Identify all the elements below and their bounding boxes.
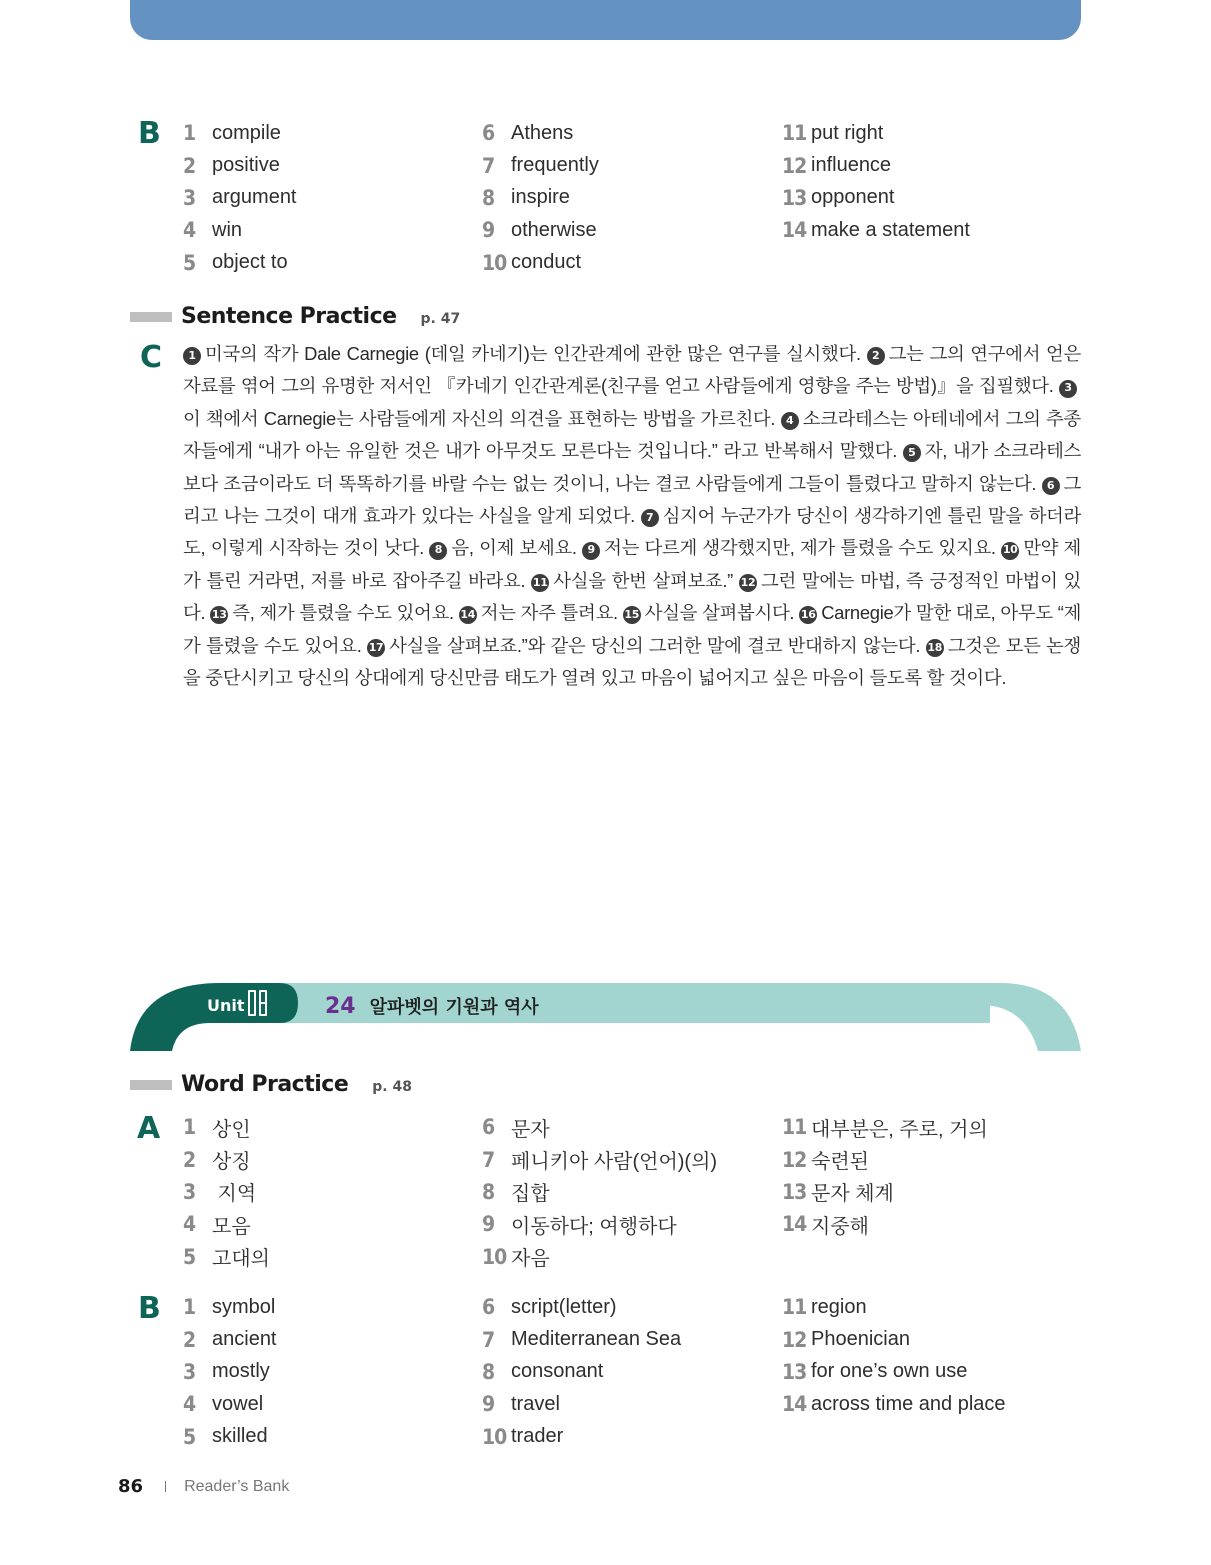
item-word: region [811,1295,867,1318]
lesson-title-text: 알파벳의 기원과 역사 [369,997,539,1018]
item-number: 6 [482,1295,495,1320]
item-number: 2 [183,1147,196,1172]
item-number: 5 [183,1424,196,1449]
sentence-number-badge: 10 [1001,542,1019,560]
sentence-text: 미국의 작가 Dale Carnegie (데일 카네기)는 인간관계에 관한 많은 연구를 실시했다. [205,343,861,364]
list-item [183,1143,270,1175]
list-item [183,117,297,149]
item-word: travel [511,1392,560,1415]
sentence-text: 소크라테스는 아테네에서 그의 추종자들에게 “내가 아는 유일한 것은 내가 아무것도 모른다는 것입니다.” 라고 반복해서 말했다. [183,407,1081,462]
list-item [183,1241,270,1273]
item-number: 3 [183,185,196,210]
list-item [782,149,970,181]
item-word: Mediterranean Sea [511,1328,682,1351]
list-item [183,1291,277,1323]
item-number: 6 [482,1115,495,1140]
list-item [183,1111,270,1143]
item-number: 8 [482,185,495,210]
list-item [183,1421,277,1453]
item-word: positive [212,154,280,177]
list-item [482,214,599,246]
sentence-number-badge: 2 [867,347,885,365]
sentence-text: 이 책에서 Carnegie는 사람들에게 자신의 의견을 표현하는 방법을 가르친다. [183,407,776,429]
heading-page-ref: p. 48 [372,1079,412,1095]
word-list-b1-col2 [482,117,599,279]
item-word: put right [811,121,884,144]
list-item [782,214,970,246]
sentence-number-badge: 11 [531,574,549,592]
item-number: 2 [183,1327,196,1352]
sentence-text: 즉, 제가 틀렸을 수도 있어요. [232,602,454,624]
item-word: skilled [212,1425,268,1448]
item-number: 12 [782,153,807,178]
list-item [482,1143,717,1175]
item-word: 상징 [212,1151,251,1174]
page-footer [118,1476,289,1497]
item-word: win [212,218,243,241]
item-word: symbol [212,1295,276,1318]
item-number: 6 [482,121,495,146]
item-word: 대부분은, 주로, 거의 [811,1118,988,1141]
list-item [482,117,599,149]
list-item [782,1323,1006,1355]
word-list-a-col1 [183,1111,270,1273]
sentence-text: 자, 내가 소크라테스보다 조금이라도 더 똑똑하기를 바랄 수는 없는 것이니, 나는 결코 사람들에게 그들이 틀렸다고 말하지 않는다. [183,440,1081,494]
section-letter-c: C [140,340,163,375]
list-item [183,1356,277,1388]
item-number: 2 [183,153,196,178]
word-list-b2-col1 [183,1291,277,1453]
word-list-a-col3 [782,1111,988,1241]
item-number: 4 [183,218,196,243]
word-list-a-col2 [482,1111,717,1273]
list-item [183,1208,270,1240]
sentence-text: 심지어 누군가가 당신이 생각하기엔 틀린 말을 하더라도, 이렇게 시작하는 것이 낫다. [183,505,1081,559]
item-number: 3 [183,1179,196,1204]
list-item [782,1291,1006,1323]
item-word: 고대의 [212,1248,270,1271]
sentence-number-badge: 4 [781,412,799,430]
item-number: 4 [183,1212,196,1237]
item-number: 5 [183,1244,196,1269]
sentence-text: 그것은 모든 논쟁을 중단시키고 당신의 상대에게 당신만큼 태도가 열려 있고 마음이 넓어지고 싶은 마음이 들도록 할 것이다. [183,634,1081,689]
item-word: for one’s own use [811,1360,968,1383]
list-item [782,1143,988,1175]
item-number: 11 [782,121,807,146]
sentence-translations [183,338,1081,694]
item-number: 3 [183,1359,196,1384]
list-item [782,117,970,149]
heading-bar [130,312,172,322]
item-word: 자음 [511,1248,550,1271]
item-word: 집합 [511,1183,550,1206]
list-item [782,1176,988,1208]
item-number: 14 [782,1212,807,1237]
sentence-text: 그리고 나는 그것이 대개 효과가 있다는 사실을 알게 되었다. [183,472,1082,527]
sentence-number-badge: 9 [582,542,600,560]
list-item [482,1111,717,1143]
item-number: 4 [183,1392,196,1417]
list-item [183,149,297,181]
sentence-number-badge: 7 [641,509,659,527]
word-practice-heading [130,1072,412,1097]
item-number: 13 [782,1359,807,1384]
item-word: 지역 [212,1183,257,1206]
word-list-b1-col3 [782,117,970,247]
list-item [482,149,599,181]
list-item [183,1176,270,1208]
item-word: consonant [511,1360,604,1383]
item-number: 9 [482,1212,495,1237]
top-banner [130,0,1081,40]
item-number: 8 [482,1179,495,1204]
item-number: 1 [183,1115,196,1140]
page-number: 86 [118,1476,144,1497]
list-item [183,1388,277,1420]
sentence-practice-heading [130,304,460,329]
sentence-text: 그런 말에는 마법, 즉 긍정적인 마법이 있다. [183,569,1081,624]
item-number: 11 [782,1115,807,1140]
list-item [482,1291,681,1323]
sentence-number-badge: 1 [183,347,201,365]
item-word: otherwise [511,218,597,241]
item-number: 7 [482,1147,495,1172]
unit-number-08 [248,990,267,1016]
list-item [183,214,297,246]
sentence-text: 저는 다르게 생각했지만, 제가 틀렸을 수도 있지요. [604,537,996,559]
sentence-number-badge: 8 [429,542,447,560]
list-item [183,247,297,279]
item-word: conduct [511,251,582,274]
sentence-text: 저는 자주 틀려요. [480,602,618,624]
list-item [482,1176,717,1208]
item-word: influence [811,154,892,177]
item-word: mostly [212,1360,270,1383]
sentence-number-badge: 13 [210,606,228,624]
sentence-text: 만약 제가 틀린 거라면, 저를 바로 잡아주길 바라요. [183,537,1082,591]
item-word: inspire [511,186,570,209]
item-word: Phoenician [811,1328,910,1351]
item-word: across time and place [811,1392,1006,1415]
sentence-number-badge: 14 [459,606,477,624]
book-title: Reader’s Bank [184,1477,290,1495]
word-list-b2-col3 [782,1291,1006,1421]
heading-page-ref: p. 47 [420,311,461,327]
sentence-text: Carnegie가 말한 대로, 아무도 “제가 틀렸을 수도 있어요. [183,602,1082,656]
sentence-text: 음, 이제 보세요. [451,537,577,559]
item-word: 모음 [212,1215,251,1238]
item-number: 13 [782,1179,807,1204]
item-word: make a statement [811,218,970,241]
item-word: frequently [511,154,599,177]
sentence-text: 그는 그의 연구에서 얻은 자료를 엮어 그의 유명한 저서인 『카네기 인간관계론(친구를 얻고 사람들에게 영향을 주는 방법)』을 집필했다. [183,343,1081,397]
word-list-b1-col1 [183,117,297,279]
lesson-number: 24 [325,993,356,1019]
item-number: 10 [482,1424,507,1449]
heading-title: Word Practice [181,1072,349,1097]
section-letter-b: B [138,116,161,151]
item-word: trader [511,1425,564,1448]
item-word: 숙련된 [811,1151,869,1174]
item-number: 10 [482,250,507,275]
item-number: 12 [782,1147,807,1172]
unit-digit-0 [248,990,256,1016]
item-number: 9 [482,218,495,243]
unit-digit-8 [259,990,267,1016]
sentence-number-badge: 6 [1042,477,1060,495]
item-word: ancient [212,1328,277,1351]
list-item [782,1111,988,1143]
sentence-number-badge: 16 [799,606,817,624]
list-item [782,1388,1006,1420]
item-word: 문자 [511,1118,550,1141]
list-item [482,182,599,214]
list-item [183,182,297,214]
list-item [482,1208,717,1240]
item-word: Athens [511,121,574,144]
item-number: 7 [482,153,495,178]
sentence-text: 사실을 한번 살펴보죠.” [553,569,734,591]
item-word: 상인 [212,1118,251,1141]
item-number: 7 [482,1327,495,1352]
list-item [482,1241,717,1273]
list-item [782,1208,988,1240]
word-list-b2-col2 [482,1291,681,1453]
section-letter-a: A [137,1111,161,1146]
list-item [482,1323,681,1355]
lesson-title [325,993,539,1019]
item-number: 14 [782,218,807,243]
list-item [782,1356,1006,1388]
item-word: compile [212,121,281,144]
item-word: vowel [212,1392,264,1415]
sentence-number-badge: 17 [367,639,385,657]
item-word: 이동하다; 여행하다 [511,1215,677,1238]
item-number: 1 [183,121,196,146]
item-word: 페니키아 사람(언어)(의) [511,1151,718,1174]
heading-bar [130,1080,172,1090]
sentence-number-badge: 5 [903,444,921,462]
section-letter-b: B [138,1291,161,1326]
item-number: 5 [183,250,196,275]
footer-divider [165,1481,166,1492]
sentence-number-badge: 15 [623,606,641,624]
item-number: 13 [782,185,807,210]
item-word: opponent [811,186,895,209]
item-number: 9 [482,1392,495,1417]
sentence-text: 사실을 살펴보죠.”와 같은 당신의 그러한 말에 결코 반대하지 않는다. [389,634,921,656]
list-item [482,1421,681,1453]
sentence-number-badge: 3 [1059,380,1077,398]
item-number: 8 [482,1359,495,1384]
item-number: 14 [782,1392,807,1417]
list-item [482,1356,681,1388]
item-word: script(letter) [511,1295,617,1318]
unit-label: Unit [207,996,245,1015]
heading-title: Sentence Practice [181,304,397,329]
sentence-number-badge: 18 [926,639,944,657]
list-item [782,182,970,214]
list-item [482,1388,681,1420]
item-word: 문자 체계 [811,1183,894,1206]
item-word: argument [212,186,297,209]
list-item [183,1323,277,1355]
item-number: 12 [782,1327,807,1352]
item-number: 1 [183,1295,196,1320]
item-number: 10 [482,1244,507,1269]
unit-header-band [130,983,1081,1053]
list-item [482,247,599,279]
item-number: 11 [782,1295,807,1320]
sentence-number-badge: 12 [739,574,757,592]
item-word: object to [212,251,288,274]
item-word: 지중해 [811,1215,869,1238]
sentence-text: 사실을 살펴봅시다. [644,602,795,624]
